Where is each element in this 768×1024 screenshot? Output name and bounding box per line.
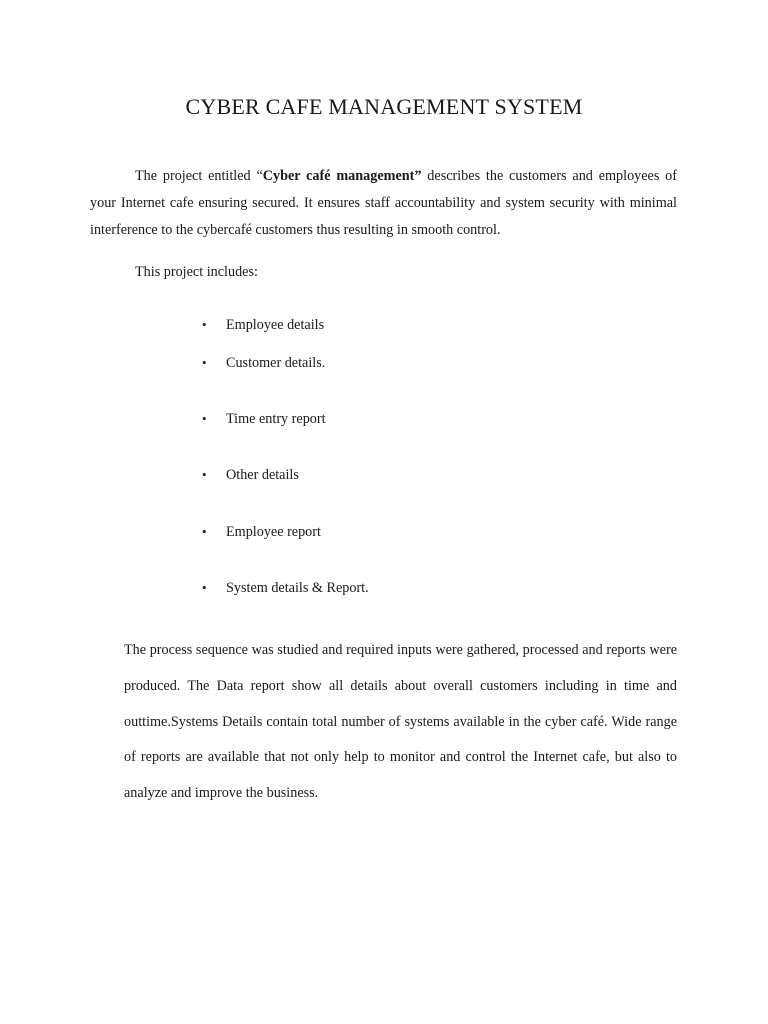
bullet-icon: • — [202, 411, 207, 426]
includes-label: This project includes: — [135, 264, 258, 280]
intro-project-name: Cyber café management” — [262, 168, 422, 184]
list-item — [202, 580, 369, 597]
list-item — [202, 355, 325, 372]
bullet-icon: • — [202, 317, 207, 332]
document-title: CYBER CAFE MANAGEMENT SYSTEM — [185, 94, 583, 119]
bullet-icon: • — [202, 524, 207, 539]
process-paragraph — [124, 633, 677, 812]
list-item — [202, 411, 326, 428]
list-item — [202, 317, 324, 334]
bullet-icon: • — [202, 580, 207, 595]
list-item-label: Employee report — [226, 524, 321, 540]
list-item — [202, 467, 299, 484]
intro-text-after: describes the customers and employees of your Internet cafe ensuring secured. It ensures staff accountability and system security with minimal interference to the cybercafé customers thus resulting in smooth control. — [90, 168, 678, 238]
list-item-label: Customer details. — [226, 355, 326, 371]
bullet-icon: • — [202, 355, 207, 370]
list-item-label: Other details — [226, 467, 299, 483]
intro-paragraph — [90, 163, 677, 244]
list-item-label: Employee details — [226, 317, 325, 333]
intro-text-before: The project entitled “ — [135, 168, 263, 184]
list-item-label: Time entry report — [226, 411, 326, 427]
list-item — [202, 524, 321, 541]
bullet-icon: • — [202, 467, 207, 482]
process-paragraph-text: The process sequence was studied and required inputs were gathered, processed and reports were produced. The Data report show all details about overall customers including in time and outtime.Systems Details contain total number of systems available in the cyber café. Wide range of reports are available that not only help to monitor and control the Internet cafe, but also to analyze and improve the business. — [124, 642, 677, 802]
list-item-label: System details & Report. — [226, 580, 369, 596]
